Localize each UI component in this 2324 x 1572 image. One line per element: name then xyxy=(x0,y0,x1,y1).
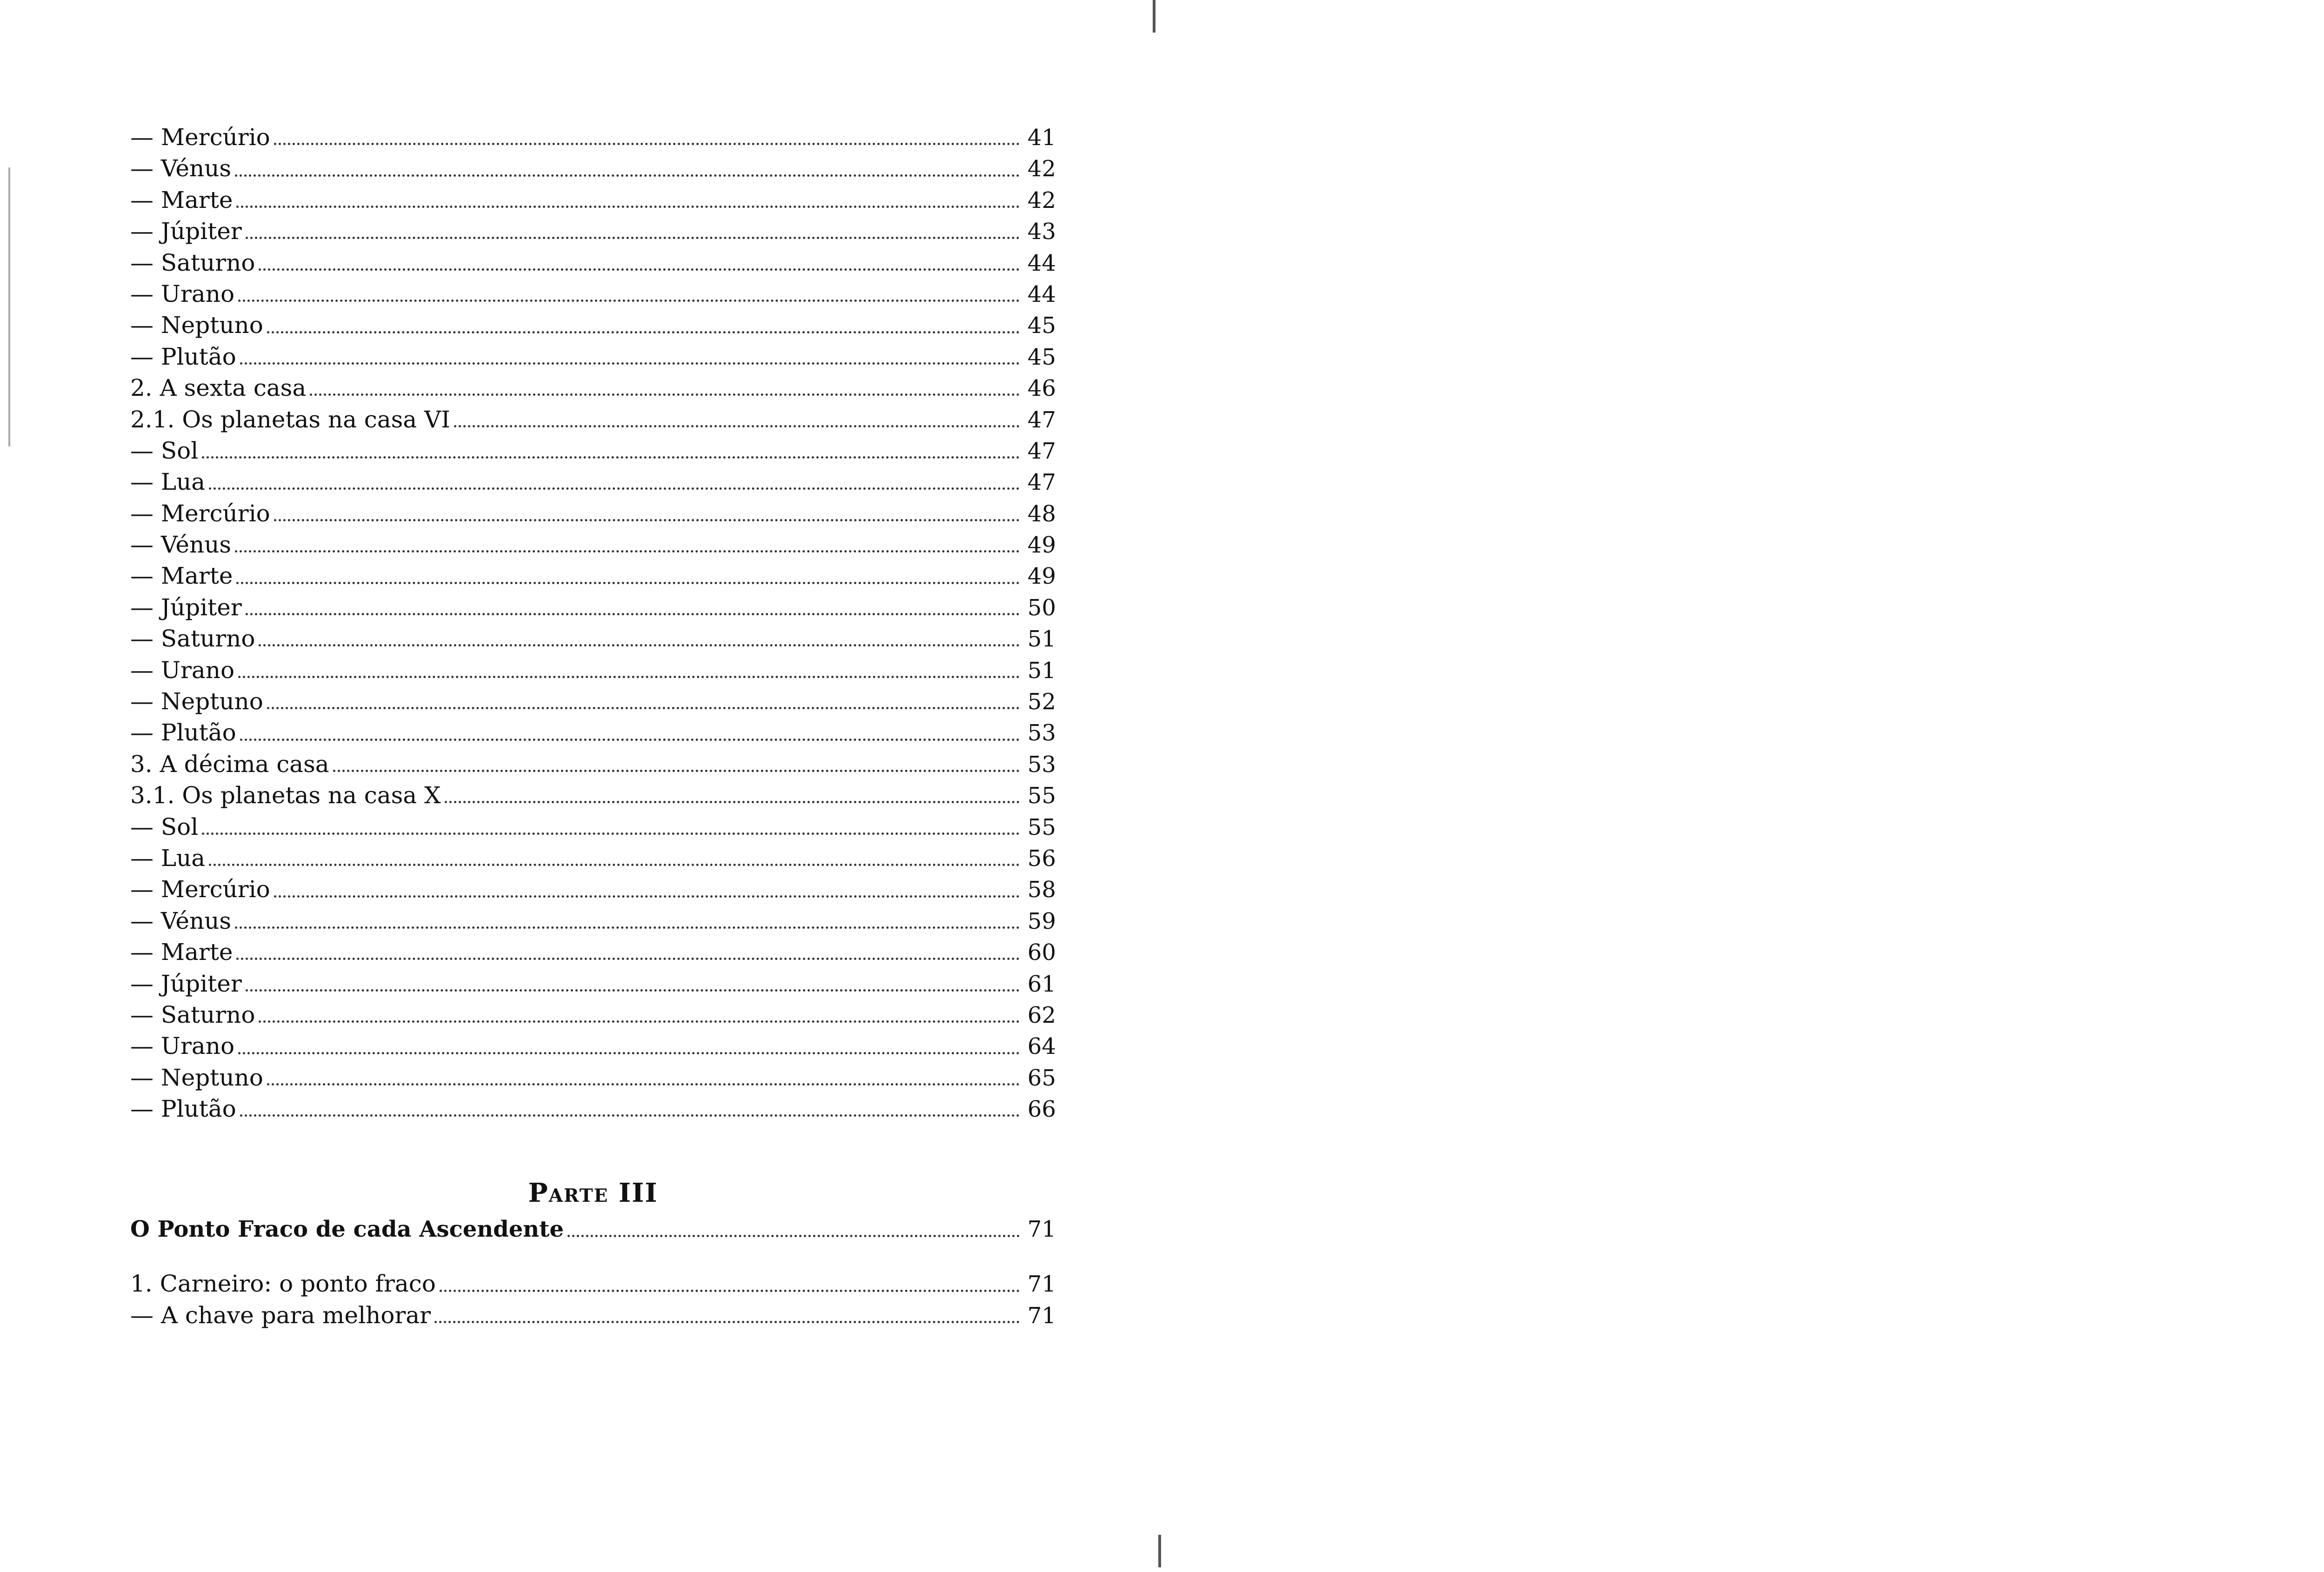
toc-entry[interactable] xyxy=(130,1268,1056,1299)
toc-entry[interactable] xyxy=(130,1062,1056,1093)
spacer xyxy=(130,1245,1056,1268)
toc-entry-label: O Ponto Fraco de cada Ascendente xyxy=(130,1216,564,1242)
dot-leader xyxy=(235,174,1020,177)
dot-leader xyxy=(238,300,1020,302)
binding-edge xyxy=(8,167,10,446)
toc-entry[interactable] xyxy=(130,717,1056,748)
toc-entry-page: 44 xyxy=(1027,281,1056,307)
toc-entry-page: 42 xyxy=(1027,156,1056,182)
dot-leader xyxy=(246,613,1020,615)
toc-entry[interactable] xyxy=(130,560,1056,592)
dot-leader xyxy=(209,487,1020,490)
toc-entry-label: — Marte xyxy=(130,939,233,966)
toc-entry-label: 3.1. Os planetas na casa X xyxy=(130,782,441,809)
toc-entry-label: — A chave para melhorar xyxy=(130,1301,431,1329)
toc-entry-page: 66 xyxy=(1027,1096,1056,1123)
toc-entry-page: 55 xyxy=(1027,814,1056,840)
toc-entry-page: 71 xyxy=(1027,1216,1056,1242)
toc-entry-label: — Júpiter xyxy=(130,970,242,997)
toc-entry-page: 65 xyxy=(1027,1065,1056,1091)
toc-entry-page: 55 xyxy=(1027,783,1056,809)
toc-entry-page: 61 xyxy=(1027,971,1056,997)
toc-entry[interactable] xyxy=(130,623,1056,654)
toc-entry-label: — Lua xyxy=(130,844,206,872)
toc-entry-label: — Mercúrio xyxy=(130,500,270,527)
toc-entry-page: 47 xyxy=(1027,406,1056,433)
toc-entry-label: — Neptuno xyxy=(130,688,263,715)
toc-entry[interactable] xyxy=(130,404,1056,435)
toc-entry-page: 48 xyxy=(1027,500,1056,527)
toc-list-left xyxy=(130,122,1056,1125)
toc-entry-page: 50 xyxy=(1027,594,1056,621)
toc-entry[interactable] xyxy=(130,122,1056,153)
toc-entry[interactable] xyxy=(130,1093,1056,1125)
toc-entry-label: — Marte xyxy=(130,562,233,590)
toc-entry-page: 49 xyxy=(1027,563,1056,590)
toc-entry-page: 56 xyxy=(1027,845,1056,872)
toc-entry[interactable] xyxy=(130,185,1056,216)
toc-entry-page: 51 xyxy=(1027,626,1056,653)
toc-entry[interactable] xyxy=(130,498,1056,529)
toc-entry[interactable] xyxy=(130,999,1056,1031)
toc-entry-label: — Saturno xyxy=(130,625,255,653)
toc-entry[interactable] xyxy=(130,968,1056,999)
toc-entry-label: — Vénus xyxy=(130,531,232,559)
toc-entry[interactable] xyxy=(130,341,1056,373)
toc-entry[interactable] xyxy=(130,153,1056,184)
dot-leader xyxy=(238,1052,1020,1054)
toc-entry-page: 62 xyxy=(1027,1002,1056,1028)
crop-mark xyxy=(1153,0,1155,33)
toc-entry-page: 47 xyxy=(1027,438,1056,464)
toc-entry-label: — Vénus xyxy=(130,155,232,182)
toc-entry-page: 52 xyxy=(1027,689,1056,715)
toc-entry-page: 59 xyxy=(1027,908,1056,934)
dot-leader xyxy=(236,206,1020,208)
dot-leader xyxy=(209,864,1020,866)
toc-entry[interactable] xyxy=(130,310,1056,341)
toc-entry[interactable] xyxy=(130,843,1056,874)
toc-entry-page: 49 xyxy=(1027,532,1056,559)
dot-leader xyxy=(235,550,1020,553)
toc-entry-label: 2.1. Os planetas na casa VI xyxy=(130,406,450,433)
toc-entry[interactable] xyxy=(130,216,1056,247)
dot-leader xyxy=(236,958,1020,960)
dot-leader xyxy=(236,582,1020,584)
toc-entry[interactable] xyxy=(130,466,1056,498)
toc-entry[interactable] xyxy=(130,906,1056,937)
toc-entry-page: 42 xyxy=(1027,187,1056,213)
dot-leader xyxy=(246,237,1020,239)
toc-entry[interactable] xyxy=(130,279,1056,310)
toc-entry[interactable] xyxy=(130,655,1056,686)
toc-entry[interactable] xyxy=(130,874,1056,905)
toc-entry-label: 2. A sexta casa xyxy=(130,374,307,402)
toc-entry-label: — Sol xyxy=(130,437,199,464)
toc-entry[interactable] xyxy=(130,435,1056,466)
toc-entry-page: 58 xyxy=(1027,877,1056,903)
toc-entry[interactable] xyxy=(130,937,1056,968)
toc-entry-page: 44 xyxy=(1027,250,1056,276)
dot-leader xyxy=(202,833,1020,835)
toc-entry-label: — Neptuno xyxy=(130,312,263,339)
dot-leader xyxy=(310,393,1020,396)
toc-entry[interactable] xyxy=(130,686,1056,717)
toc-entry-page: 53 xyxy=(1027,751,1056,778)
toc-entry-label: — Marte xyxy=(130,186,233,213)
toc-entry-label: — Sol xyxy=(130,813,199,840)
toc-entry-page: 60 xyxy=(1027,939,1056,966)
toc-entry-label: — Saturno xyxy=(130,1001,255,1028)
toc-entry-page: 51 xyxy=(1027,657,1056,684)
dot-leader xyxy=(568,1235,1020,1237)
toc-entry[interactable] xyxy=(130,749,1056,780)
toc-entry[interactable] xyxy=(130,373,1056,404)
toc-entry-label: — Urano xyxy=(130,280,235,307)
toc-entry-page: 41 xyxy=(1027,125,1056,151)
dot-leader xyxy=(454,425,1020,427)
toc-entry-label: — Vénus xyxy=(130,907,232,934)
dot-leader xyxy=(434,1321,1020,1323)
toc-entry-label: — Mercúrio xyxy=(130,876,270,903)
toc-entry-label: — Neptuno xyxy=(130,1064,263,1091)
dot-leader xyxy=(274,143,1020,145)
dot-leader xyxy=(274,519,1020,521)
dot-leader xyxy=(259,268,1020,271)
dot-leader xyxy=(259,1020,1020,1023)
toc-entry[interactable] xyxy=(130,812,1056,843)
toc-entry[interactable] xyxy=(130,592,1056,623)
part-heading: Parte III xyxy=(528,1178,658,1208)
toc-entry-label: — Urano xyxy=(130,656,235,684)
toc-entry-label: — Plutão xyxy=(130,1095,236,1123)
toc-entry-page: 43 xyxy=(1027,219,1056,245)
dot-leader xyxy=(240,739,1020,741)
dot-leader xyxy=(267,331,1020,333)
toc-entry-page: 45 xyxy=(1027,313,1056,339)
dot-leader xyxy=(238,676,1020,678)
toc-entry-label: — Lua xyxy=(130,468,206,496)
dot-leader xyxy=(240,362,1020,365)
dot-leader xyxy=(274,895,1020,898)
toc-entry-label: — Saturno xyxy=(130,249,255,276)
toc-entry[interactable] xyxy=(130,247,1056,279)
toc-entry-label: — Plutão xyxy=(130,719,236,746)
toc-entry[interactable] xyxy=(130,529,1056,560)
toc-entry[interactable] xyxy=(130,1031,1056,1062)
dot-leader xyxy=(333,770,1020,772)
toc-entry-page: 46 xyxy=(1027,375,1056,402)
toc-part-iii xyxy=(130,1172,1056,1331)
dot-leader xyxy=(202,456,1020,459)
toc-entry[interactable] xyxy=(130,1300,1056,1331)
toc-entry[interactable] xyxy=(130,780,1056,811)
right-page xyxy=(1162,0,2324,1572)
toc-entry-page: 64 xyxy=(1027,1033,1056,1060)
dot-leader xyxy=(240,1114,1020,1117)
toc-entry-page: 53 xyxy=(1027,720,1056,746)
toc-entry-label: 3. A décima casa xyxy=(130,750,329,778)
toc-entry-label: — Urano xyxy=(130,1032,235,1060)
dot-leader xyxy=(267,707,1020,709)
toc-entry-label: — Júpiter xyxy=(130,218,242,245)
dot-leader xyxy=(259,644,1020,646)
dot-leader xyxy=(235,926,1020,929)
toc-entry-page: 45 xyxy=(1027,344,1056,370)
toc-entry-page: 71 xyxy=(1027,1271,1056,1298)
toc-entry-label: — Plutão xyxy=(130,343,236,370)
dot-leader xyxy=(445,801,1020,803)
toc-entry-page: 71 xyxy=(1027,1302,1056,1329)
dot-leader xyxy=(267,1083,1020,1086)
toc-entry[interactable] xyxy=(130,1214,1056,1245)
toc-entry-label: — Júpiter xyxy=(130,593,242,621)
dot-leader xyxy=(246,989,1020,992)
crop-mark xyxy=(1158,1535,1161,1567)
toc-entry-label: — Mercúrio xyxy=(130,124,270,151)
toc-entry-page: 47 xyxy=(1027,469,1056,496)
toc-entry-label: 1. Carneiro: o ponto fraco xyxy=(130,1270,436,1298)
dot-leader xyxy=(440,1290,1020,1292)
toc-list-part-iii xyxy=(130,1268,1056,1331)
